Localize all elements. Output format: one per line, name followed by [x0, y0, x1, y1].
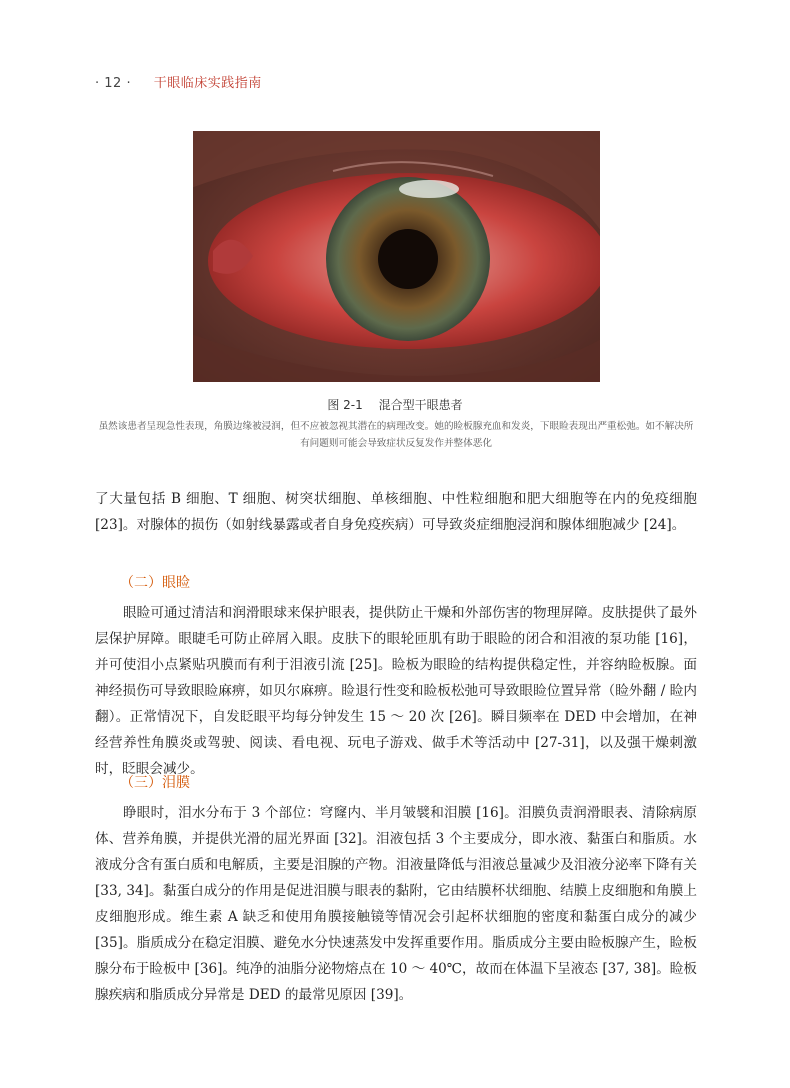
eye-photo	[193, 131, 600, 382]
page-number: · 12 ·	[95, 76, 132, 91]
paragraph-eyelid: 眼睑可通过清洁和润滑眼球来保护眼表，提供防止干燥和外部伤害的物理屏障。皮肤提供了最外层保护屏障。眼睫毛可防止碎屑入眼。皮肤下的眼轮匝肌有助于眼睑的闭合和泪液的泵功能 [16]，并可使泪小点紧贴巩膜而有利于泪液引流 [25]。睑板为眼睑的结构提供稳定性，并容纳睑板腺。面神经损伤可导致眼睑麻痹，如贝尔麻痹。睑退行性变和睑板松弛可导致眼睑位置异常（睑外翻 / 睑内翻）。正常情况下，自发眨眼平均每分钟发生 15 ～ 20 次 [26]。瞬目频率在 DED 中会增加，在神经营养性角膜炎或驾驶、阅读、看电视、玩电子游戏、做手术等活动中 [27-31]，以及强干燥刺激时，眨眼会减少。	[95, 605, 697, 777]
book-title: 干眼临床实践指南	[153, 76, 262, 91]
paragraph-intro: 了大量包括 B 细胞、T 细胞、树突状细胞、单核细胞、中性粒细胞和肥大细胞等在内的免疫细胞 [23]。对腺体的损伤（如射线暴露或者自身免疫疾病）可导致炎症细胞浸润和腺体细胞减少 [24]。	[95, 491, 697, 533]
figure-title: 混合型干眼患者	[378, 398, 463, 412]
paragraph-tearfilm: 睁眼时，泪水分布于 3 个部位：穹窿内、半月皱襞和泪膜 [16]。泪膜负责润滑眼表、清除病原体、营养角膜，并提供光滑的屈光界面 [32]。泪液包括 3 个主要成分，即水液、黏蛋白和脂质。水液成分含有蛋白质和电解质，主要是泪腺的产物。泪液量降低与泪液总量减少及泪液分泌率下降有关 [33, 34]。黏蛋白成分的作用是促进泪膜与眼表的黏附，它由结膜杯状细胞、结膜上皮细胞和角膜上皮细胞形成。维生素 A 缺乏和使用角膜接触镜等情况会引起杯状细胞的密度和黏蛋白成分的减少 [35]。脂质成分在稳定泪膜、避免水分快速蒸发中发挥重要作用。脂质成分主要由睑板腺产生，睑板腺分布于睑板中 [36]。纯净的油脂分泌物熔点在 10 ～ 40℃，故而在体温下呈液态 [37, 38]。睑板腺疾病和脂质成分异常是 DED 的最常见原因 [39]。	[95, 805, 697, 1003]
section-heading-tearfilm: （三）泪膜	[120, 775, 190, 791]
page-header	[95, 72, 262, 91]
figure-label: 图 2-1	[327, 398, 363, 412]
eye-photo-icon	[193, 131, 600, 382]
figure-caption: 虽然该患者呈现急性表现，角膜边缘被浸润，但不应被忽视其潜在的病理改变。她的睑板腺充血和发炎，下眼睑表现出严重松弛。如不解决所有问题则可能会导致症状反复发作并整体恶化	[98, 421, 694, 449]
figure-caption-title	[0, 396, 790, 413]
section-heading-eyelid: （二）眼睑	[120, 575, 190, 591]
